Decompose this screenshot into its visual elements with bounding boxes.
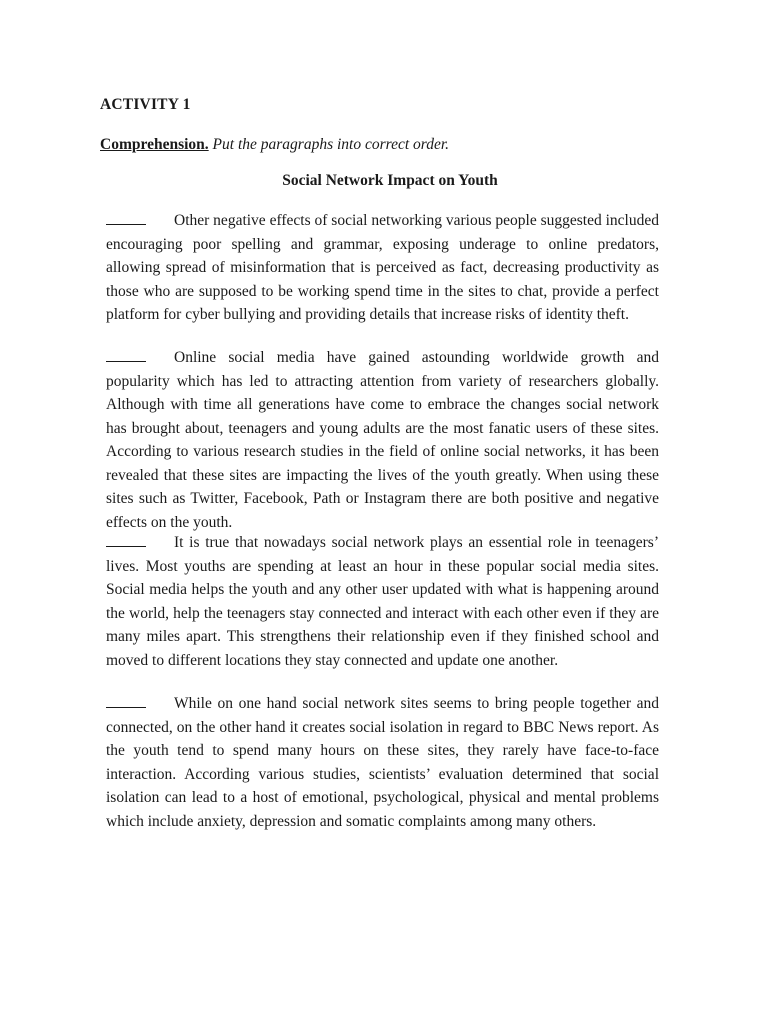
instruction-text: Put the paragraphs into correct order. (208, 136, 450, 153)
paragraph-3-text: It is true that nowadays social network plays an essential role in teenagers’ lives. Most youths are spending at least an hour in these popular social media sites. Social media helps the youth and any other user updated with what is happening around the world, help the teenagers stay connected and interact with each other even if they are many miles apart. This strengthens their relationship even if they finished school and moved to different locations they stay connected and update one another. (106, 534, 659, 669)
answer-blank-4[interactable] (106, 693, 146, 708)
paragraph-1-text: Other negative effects of social networking various people suggested included encouraging poor spelling and grammar, exposing underage to online predators, allowing spread of misinformation that is perceived as fact, decreasing productivity as those who are supposed to be working spend time in the sites to chat, provide a perfect platform for cyber bullying and providing details that increase risks of identity theft. (106, 212, 659, 323)
answer-blank-1[interactable] (106, 210, 146, 225)
answer-blank-2[interactable] (106, 347, 146, 362)
instruction-label: Comprehension. (100, 136, 209, 153)
paragraph-4 (106, 692, 659, 833)
answer-blank-3[interactable] (106, 532, 146, 547)
paragraph-1 (106, 209, 659, 327)
paragraph-2-text: Online social media have gained astounding worldwide growth and popularity which has led to attracting attention from variety of researchers globally. Although with time all generations have come to embrace the changes social network has brought about, teenagers and young adults are the most fanatic users of these sites. According to various research studies in the field of online social networks, it has been revealed that these sites are impacting the lives of the youth greatly. When using these sites such as Twitter, Facebook, Path or Instagram there are both positive and negative effects on the youth. (106, 349, 659, 531)
paragraph-4-text: While on one hand social network sites seems to bring people together and connected, on the other hand it creates social isolation in regard to BBC News report. As the youth tend to spend many hours on these sites, they rarely have face-to-face interaction. According various studies, scientists’ evaluation determined that social isolation can lead to a host of emotional, psychological, physical and mental problems which include anxiety, depression and somatic complaints among many others. (106, 695, 659, 830)
activity-heading: ACTIVITY 1 (100, 96, 191, 113)
paragraph-3 (106, 531, 659, 672)
paragraph-2 (106, 346, 659, 534)
document-title: Social Network Impact on Youth (282, 172, 498, 189)
instruction-line (100, 136, 449, 154)
